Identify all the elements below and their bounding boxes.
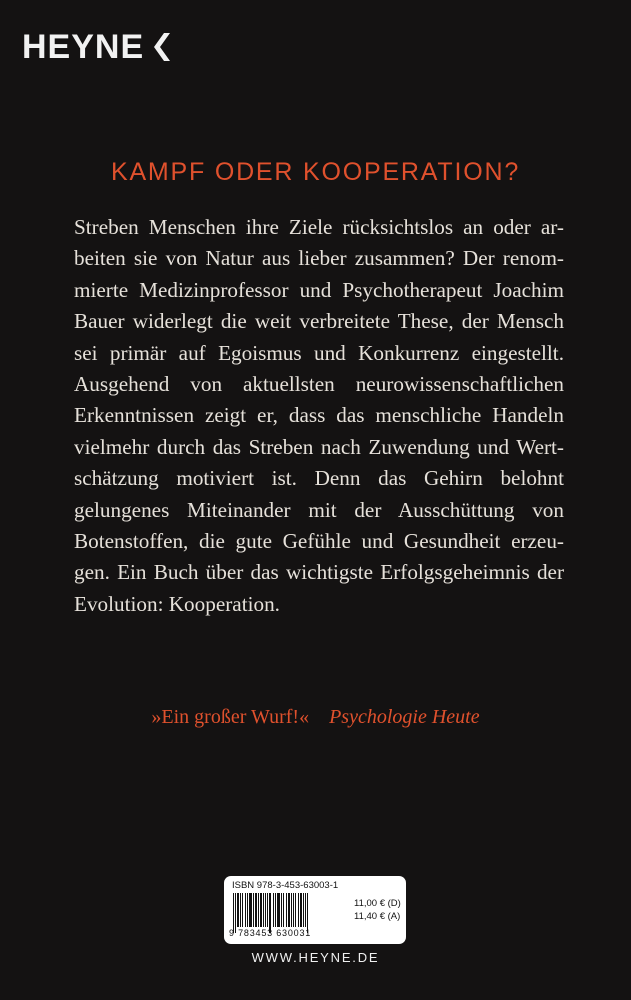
price-germany: 11,00 € (D) (354, 898, 401, 909)
blurb-line: Streben Menschen ihre Ziele rücksichtslos an oder ar- (74, 215, 564, 239)
quote-text: »Ein großer Wurf!« (151, 706, 310, 728)
chevron-left-icon (148, 31, 170, 63)
blurb-line: mierte Medizinprofessor und Psychotherapeut Joachim (74, 277, 564, 302)
blurb-line: sei primär auf Egoismus und Konkurrenz eingestellt. (74, 340, 564, 365)
publisher-logo (22, 30, 170, 64)
blurb-line: Botenstoffen, die gute Gefühle und Gesundheit erzeu- (74, 529, 564, 554)
blurb-line: gen. Ein Buch über das wichtigste Erfolgsgeheimnis der (74, 560, 564, 585)
barcode-label (224, 876, 406, 944)
blurb-line: beiten sie von Natur aus lieber zusammen? Der renom- (74, 246, 564, 271)
blurb-line: Erkenntnissen zeigt er, dass das menschliche Handeln (74, 403, 564, 428)
blurb-line: Ausgehend von aktuellsten neurowissenschaftlichen (74, 372, 564, 397)
review-quote (0, 706, 631, 729)
blurb-line: schätzung motiviert ist. Denn das Gehirn belohnt (74, 466, 564, 491)
blurb-line: vielmehr durch das Streben nach Zuwendung und Wert- (74, 434, 564, 459)
barcode-digits: 9 783453 630031 (229, 928, 312, 938)
blurb-line: Bauer widerlegt die weit verbreitete These, der Mensch (74, 309, 564, 334)
blurb-text (74, 212, 564, 620)
barcode-icon (233, 893, 350, 933)
headline: KAMPF ODER KOOPERATION? (110, 158, 521, 186)
publisher-website: WWW.HEYNE.DE (251, 950, 380, 965)
price-austria: 11,40 € (A) (354, 911, 401, 922)
publisher-logo-text: HEYNE (22, 28, 145, 66)
quote-source: Psychologie Heute (329, 706, 480, 728)
blurb-line: gelungenes Miteinander mit der Ausschüttung von (74, 497, 564, 522)
isbn-text: ISBN 978-3-453-63003-1 (232, 880, 339, 891)
blurb-line: Evolution: Kooperation. (74, 591, 280, 616)
